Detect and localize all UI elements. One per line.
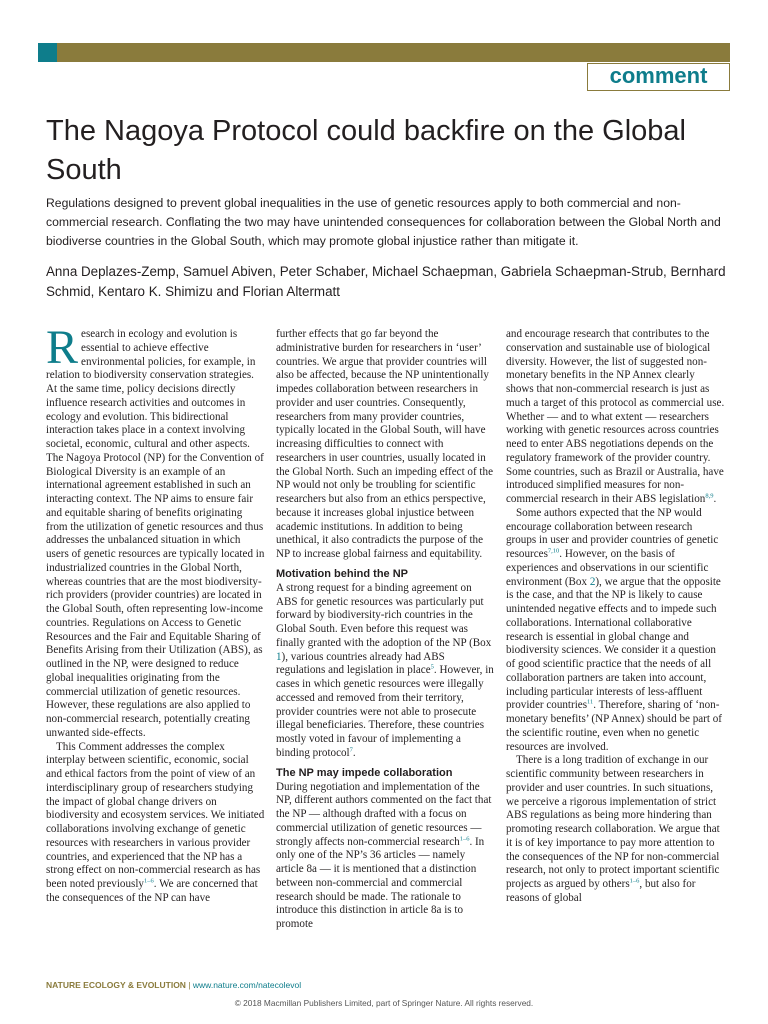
paragraph: further effects that go far beyond the administrative burden for researchers in ‘user’ countries. We argue that provider countries will also be affected, because the NP unintentionally impedes collaboration between researchers in provider and user countries. Consequently, researchers from many provider countries, typically located in the Global South, will have increasing difficulties to connect with researchers in user countries, usually located in the Global North. Such an impeding effect of the NP would not only be troubling for scientific researchers but also from an ethics perspective, because it increases global injustice between academic institutions. In addition to being unethical, it also contradicts the purpose of the NP to increase global fairness and equitability.: [276, 328, 493, 560]
section-label: comment: [587, 63, 730, 91]
section-heading: The NP may impede collaboration: [276, 766, 453, 779]
copyright-notice: © 2018 Macmillan Publishers Limited, part of Springer Nature. All rights reserved.: [234, 998, 534, 1008]
footer-journal-line: [46, 979, 301, 991]
paragraph: [46, 741, 265, 906]
paragraph-text: , but also for reasons of global: [506, 878, 696, 904]
paragraph-text: . However, on the basis of experiences and observations in our scientific environment (Box: [506, 548, 709, 588]
box-link[interactable]: 1: [276, 650, 282, 663]
paragraph-text: .: [713, 493, 717, 505]
reference-link[interactable]: 5: [430, 663, 434, 671]
drop-cap: R: [46, 328, 79, 374]
reference-link[interactable]: 7: [349, 746, 353, 754]
paragraph-text: There is a long tradition of exchange in our scientific community between researchers in provider and user countries. In such situations, we perceive a rigorous implementation of strict ABS regulations as being more hindering than promoting research collaboration. We argue that it is of key importance to pay more attention to the consequences of the NP for non-commercial research, not only to protect important scientific projects as argued by others: [506, 754, 720, 890]
article-title: The Nagoya Protocol could backfire on the Global South: [46, 115, 686, 186]
paragraph-text: and encourage research that contributes to the conservation and sustainable use of biological diversity. However, the list of suggested non-monetary benefits in the NP Annex clearly shows that non-commercial research is just as much a target of this protocol as commercial use. Whether — and to what extent — researchers working with genetic resources across countries need to enter ABS negotiations depends on the regulatory framework of the provider country. Some countries, such as Brazil or Australia, have introduced simplified measures for non-commercial research in their ABS legislation: [506, 328, 725, 505]
paragraph-text: Some authors expected that the NP would encourage collaboration between research groups in user and provider countries of genetic resources: [506, 506, 719, 560]
header-bar: [38, 43, 730, 62]
body-column-2: [276, 328, 495, 978]
paragraph-text: . However, in cases in which genetic resources were illegally accessed and removed from their territory, provider countries were not able to prosecute illegal beneficiaries. Therefore, these countries mostly voted in favour of implementing a binding protocol: [276, 664, 494, 759]
paragraph-text: .: [352, 746, 356, 759]
paragraph-text: This Comment addresses the complex interplay between scientific, economic, social and ethical factors from the point of view of an interdisciplinary group of researchers studying the impact of global change drivers on biodiversity and ecosystem services. We initiated collaborations involving exchange of genetic resources with researchers in various provider countries, and experienced that the NP has a strong effect on non-commercial research as has been noted previously: [46, 740, 265, 890]
paragraph-text: . Therefore, sharing of ‘non-monetary benefits’ (NP Annex) should be part of the scientific routine, even when no genetic resources are involved.: [506, 699, 722, 753]
paragraph: [276, 781, 495, 932]
reference-link[interactable]: 1–6: [143, 877, 154, 885]
paragraph-text: . We are concerned that the consequences of the NP can have: [46, 878, 258, 904]
reference-link[interactable]: 11: [587, 698, 594, 706]
paragraph: [276, 582, 495, 761]
paragraph-text: A strong request for a binding agreement on ABS for genetic resources was particularly put forward by biodiversity-rich countries in the Global South. Even before this request was finally granted with the adoption of the NP (Box: [276, 581, 492, 649]
reference-link[interactable]: 1–6: [459, 834, 470, 842]
reference-link[interactable]: 7,10: [547, 547, 560, 555]
author-list: Anna Deplazes-Zemp, Samuel Abiven, Peter Schaber, Michael Schaepman, Gabriela Schaepman-Strub, Bernhard Schmid, Kentaro K. Shimizu and Florian Altermatt: [46, 264, 726, 299]
section-heading: Motivation behind the NP: [276, 567, 408, 580]
journal-url-link[interactable]: www.nature.com/natecolevol: [192, 980, 302, 990]
body-column-1: [46, 328, 265, 978]
reference-link[interactable]: 1–6: [629, 877, 640, 885]
paragraph-text: During negotiation and implementation of the NP, different authors commented on the fact that the NP — although drafted with a focus on commercial utilization of genetic resources — strongly affects non-commercial research: [276, 780, 492, 848]
box-link[interactable]: 2: [589, 575, 596, 588]
standfirst: Regulations designed to prevent global inequalities in the use of genetic resources apply to both commercial and non-commercial research. Conflating the two may have unintended consequences for collaboration between the Global North and biodiverse countries in the Global South, which may promote global injustice rather than mitigate it.: [46, 196, 721, 248]
paragraph-text: ), various countries already had ABS regulations and legislation in place: [276, 650, 445, 677]
paragraph: [506, 754, 725, 905]
paragraph-text: esearch in ecology and evolution is essential to achieve effective environmental policies, for example, in relation to biodiversity conservation strategies. At the same time, policy decisions directly influence research activities and outcomes in ecology and evolution. This bidirectional interaction takes place in a context involving societal, economic, cultural and other aspects. The Nagoya Protocol (NP) for the Convention of Biological Diversity is an example of an international agreement established in such an interacting context. The NP aims to ensure fair and equitable sharing of benefits originating from the utilization of genetic resources and thus addresses the unbalanced situation in which users of genetic resources are typically located in industrialized countries in the Global North, whereas countries that are the most biodiversity-rich providers (provider countries) are located in the Global South, often representing low-income countries. Regulations on Access to Genetic Resources and the Fair and Equitable Sharing of Benefits Arising from their Utilization (ABS), as outlined in the NP, were designed to reduce global inequalities originating from the commercial utilization of genetic resources. However, these regulations are also applied to non-commercial research, potentially creating unwanted side-effects.: [46, 328, 265, 739]
paragraph: [46, 328, 265, 741]
paragraph-text: . In only one of the NP’s 36 articles — namely article 8a — it is mentioned that a distinction between non-commercial and commercial research should be made. The rationale to introduce this distinction in article 8a is to promote: [276, 835, 485, 930]
reference-link[interactable]: 8,9: [705, 492, 714, 500]
paragraph: [506, 507, 725, 755]
body-column-3: [506, 328, 725, 978]
paragraph: [506, 328, 725, 507]
header-accent-square: [38, 43, 57, 62]
journal-name: NATURE ECOLOGY & EVOLUTION: [46, 980, 186, 990]
paragraph-text: ), we argue that the opposite is the case, and that the NP is likely to cause unintended negative effects and to impede such collaborations. International collaborative research is essential in global change and biodiversity sciences. We consider it a question of good scientific practice that the needs of all collaboration partners are taken into account, including particular interests of less-affluent provider countries: [506, 575, 721, 712]
footer-separator: |: [185, 980, 193, 990]
